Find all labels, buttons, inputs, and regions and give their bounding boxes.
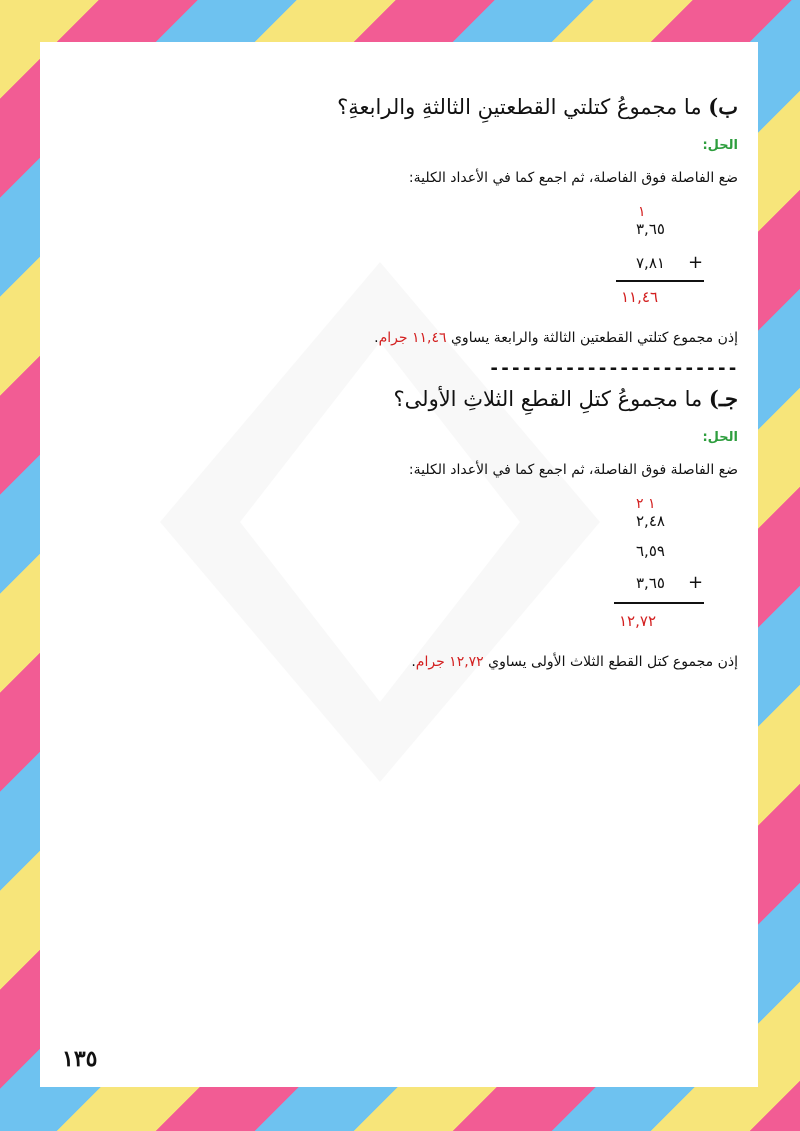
plus-sign-b: + [688,252,704,273]
conclusion-b [374,330,738,346]
conclusion-c-end: . [411,654,416,670]
page [40,42,758,1087]
question-b [337,94,738,119]
question-b-text: ما مجموعُ كتلتي القطعتينِ الثالثةِ والرابعةِ؟ [337,95,702,119]
sum-line-c [614,602,704,604]
conclusion-b-value: ١١,٤٦ جرام [378,330,447,346]
page-number: ١٣٥ [62,1046,98,1072]
result-b: ١١,٤٦ [621,288,658,306]
question-c-text: ما مجموعُ كتلِ القطعِ الثلاثِ الأولى؟ [393,387,703,411]
solution-label-b: الحل: [702,138,738,153]
conclusion-b-text: إذن مجموع كتلتي القطعتين الثالثة والرابعة يساوي [450,330,738,346]
conclusion-c-value: ١٢,٧٢ جرام [415,654,484,670]
question-b-letter: ب) [708,94,738,119]
addend-b-2: ٧,٨١ [636,254,665,272]
addend-b-1: ٣,٦٥ [636,220,665,238]
question-c-letter: جـ) [708,386,738,411]
conclusion-c [411,654,738,670]
question-c [394,386,738,411]
section-separator: ----------------------- [488,358,738,379]
instruction-c: ضع الفاصلة فوق الفاصلة، ثم اجمع كما في الأعداد الكلية: [408,462,738,478]
carry-b: ١ [638,204,646,220]
carry-c: ١ ٢ [636,496,656,512]
sum-line-b [616,280,704,282]
result-c: ١٢,٧٢ [619,612,656,630]
conclusion-c-text: إذن مجموع كتل القطع الثلاث الأولى يساوي [488,654,738,670]
addend-c-2: ٦,٥٩ [636,542,665,560]
conclusion-b-end: . [374,330,379,346]
plus-sign-c: + [688,572,704,593]
addend-c-1: ٢,٤٨ [636,512,665,530]
solution-label-c: الحل: [702,430,738,445]
addend-c-3: ٣,٦٥ [636,574,665,592]
instruction-b: ضع الفاصلة فوق الفاصلة، ثم اجمع كما في الأعداد الكلية: [408,170,738,186]
